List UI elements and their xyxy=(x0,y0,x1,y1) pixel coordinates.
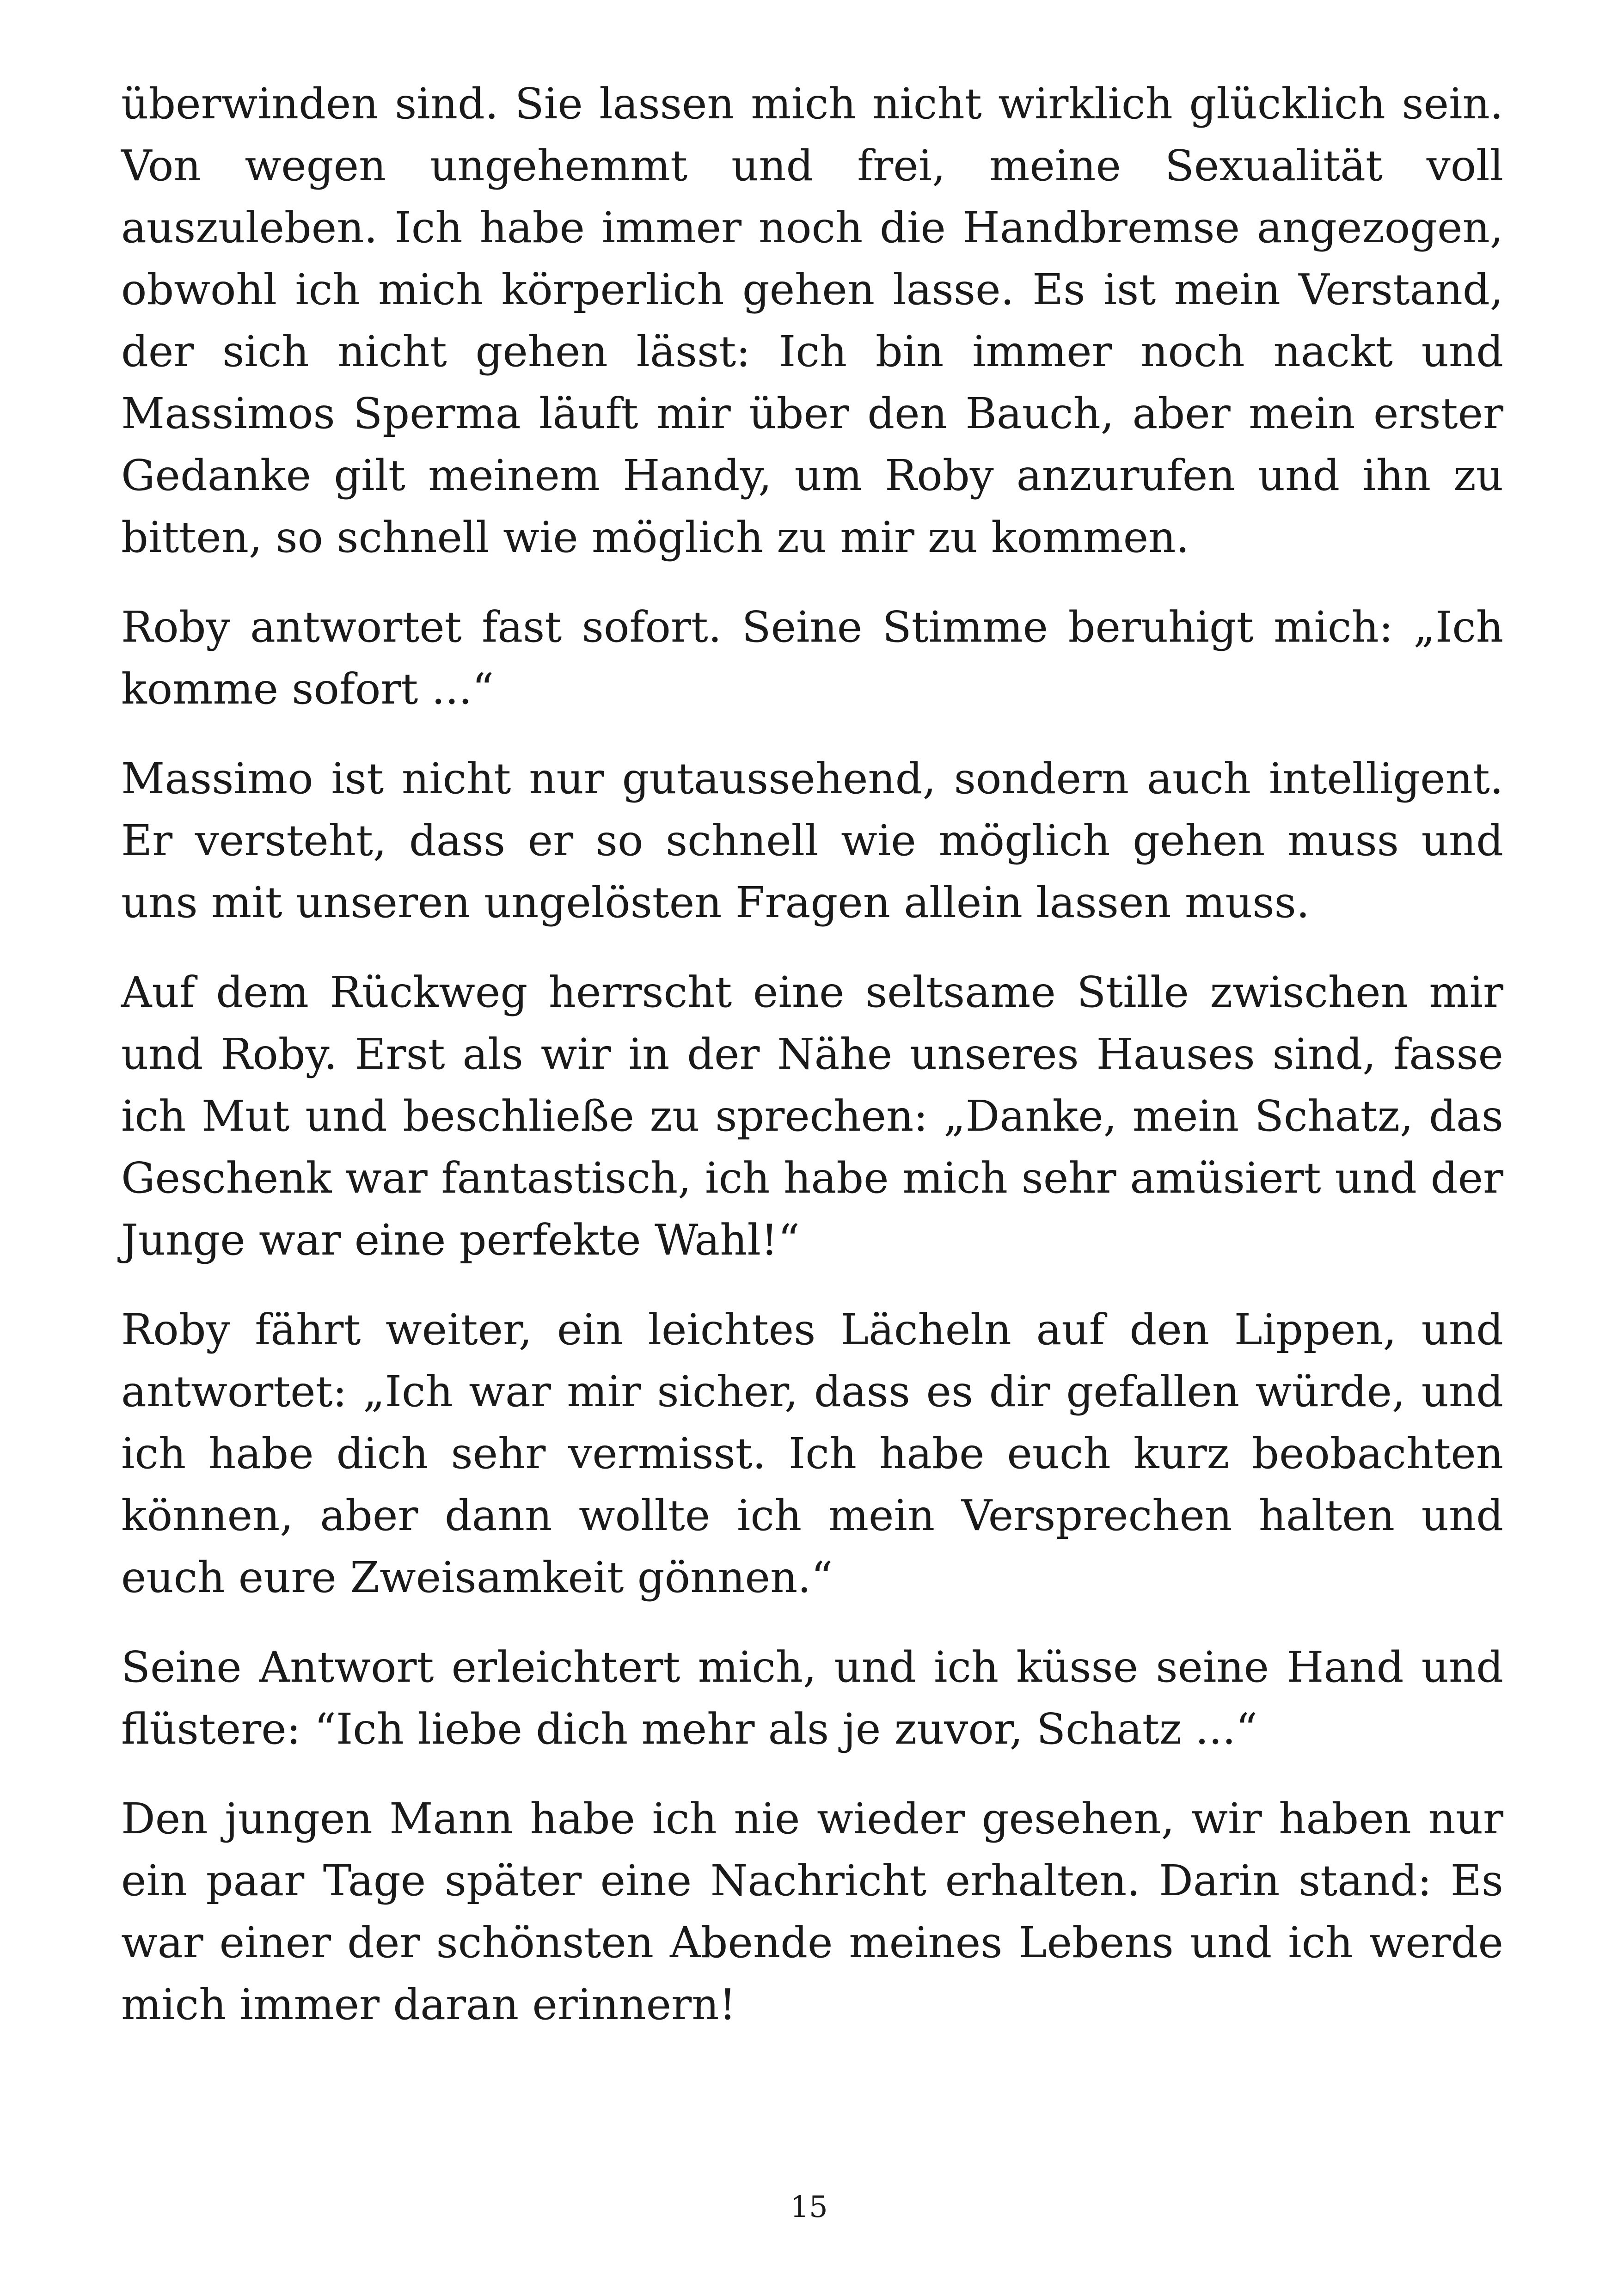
paragraph-6: Seine Antwort erleichtert mich, und ich küsse seine Hand und flüstere: “Ich liebe dich mehr als je zuvor, Schatz ...“ xyxy=(121,1642,1503,1754)
paragraph-4: Auf dem Rückweg herrscht eine seltsame Stille zwischen mir und Roby. Erst als wir in der Nähe unseres Hauses sind, fasse ich Mut und beschließe zu sprechen: „Danke, mein Schatz, das Geschenk war fantastisch, ich habe mich sehr amüsiert und der Junge war eine perfekte Wahl!“ xyxy=(121,967,1503,1265)
paragraph-7: Den jungen Mann habe ich nie wieder gesehen, wir haben nur ein paar Tage später eine Nachricht erhalten. Darin stand: Es war einer der schönsten Abende meines Lebens und ich werde mich immer daran erinnern! xyxy=(121,1794,1503,2029)
page-number: 15 xyxy=(790,2190,828,2224)
paragraph-2: Roby antwortet fast sofort. Seine Stimme beruhigt mich: „Ich komme sofort ...“ xyxy=(121,602,1503,714)
body-text xyxy=(121,73,1503,2063)
paragraph-3: Massimo ist nicht nur gutaussehend, sondern auch intelligent. Er versteht, dass er so schnell wie möglich gehen muss und uns mit unseren ungelösten Fragen allein lassen muss. xyxy=(121,754,1503,927)
paragraph-5: Roby fährt weiter, ein leichtes Lächeln auf den Lippen, und antwortet: „Ich war mir sicher, dass es dir gefallen würde, und ich habe dich sehr vermisst. Ich habe euch kurz beobachten können, aber dann wollte ich mein Versprechen halten und euch eure Zweisamkeit gönnen.“ xyxy=(121,1305,1503,1602)
paragraph-1: überwinden sind. Sie lassen mich nicht wirklich glücklich sein. Von wegen ungehemmt und frei, meine Sexualität voll auszuleben. Ich habe immer noch die Handbremse angezogen, obwohl ich mich körperlich gehen lasse. Es ist mein Verstand, der sich nicht gehen lässt: Ich bin immer noch nackt und Massimos Sperma läuft mir über den Bauch, aber mein erster Gedanke gilt meinem Handy, um Roby anzurufen und ihn zu bitten, so schnell wie möglich zu mir zu kommen. xyxy=(121,79,1503,562)
